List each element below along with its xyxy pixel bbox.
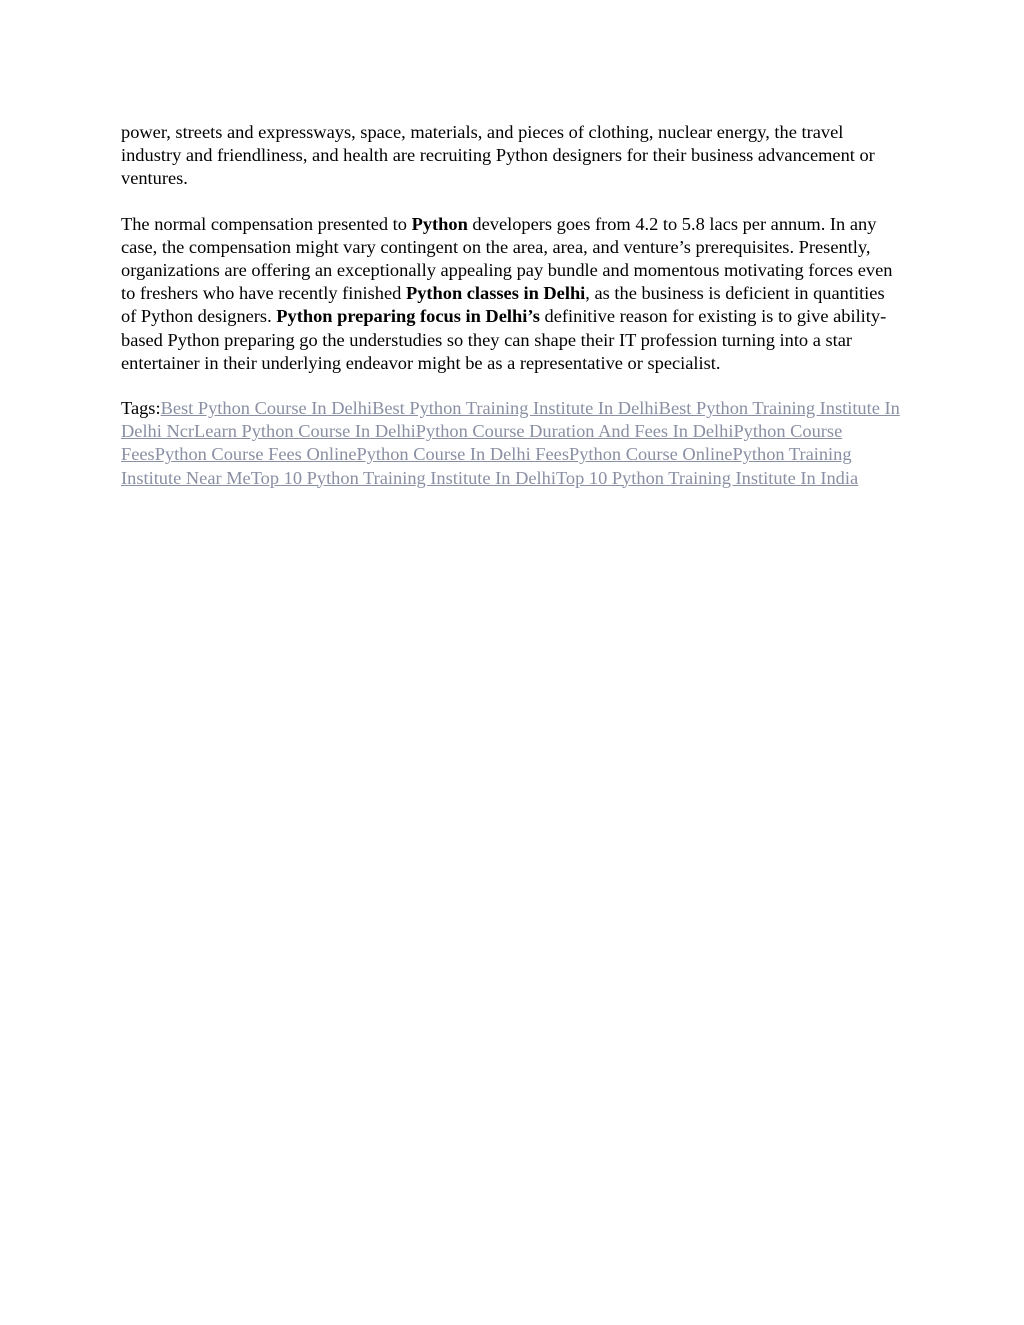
tag-link[interactable]: Top 10 Python Training Institute In India (555, 467, 859, 488)
tag-link[interactable]: Python Course Online (569, 444, 733, 465)
tag-link[interactable]: Python Training Institute Near Me (121, 444, 852, 488)
tags-label: Tags: (121, 398, 161, 419)
tag-link[interactable]: Best Python Training Institute In Delhi Ncr (121, 398, 900, 442)
tag-link[interactable]: Best Python Course In Delhi (160, 398, 373, 419)
tag-link[interactable]: Python Course Fees (121, 421, 843, 465)
bold-python-preparing-focus: Python preparing focus in Delhi’s (276, 306, 540, 327)
tag-link[interactable]: Best Python Training Institute In Delhi (372, 398, 659, 419)
tag-link[interactable]: Python Course Duration And Fees In Delhi (415, 421, 734, 442)
paragraph-compensation (121, 213, 901, 375)
bold-python-classes-delhi: Python classes in Delhi (405, 283, 586, 304)
compensation-text-2: developers goes from 4.2 to 5.8 lacs per annum. In any case, the compensation might vary contingent on the area, area, and venture’s prerequisites. Presently, organizations are offering an exceptionally appealing pay bundle and momentous motivating forces even to freshers who have recently finished (121, 213, 893, 304)
bold-python: Python (411, 213, 468, 234)
compensation-text-4: definitive reason for existing is to give ability-based Python preparing go the understudies so they can shape their IT profession turning into a star entertainer in their underlying endeavor might be as a representative or specialist. (121, 306, 887, 373)
compensation-text-3: , as the business is deficient in quantities of Python designers. (121, 283, 885, 327)
paragraph-industries: power, streets and expressways, space, materials, and pieces of clothing, nuclear energy, the travel industry and friendliness, and health are recruiting Python designers for their business advancement or ventures. (121, 122, 875, 189)
tag-link[interactable]: Top 10 Python Training Institute In Delhi (250, 467, 556, 488)
document-body (121, 121, 901, 490)
tag-link[interactable]: Learn Python Course In Delhi (194, 421, 416, 442)
tag-link[interactable]: Python Course Fees Online (154, 444, 357, 465)
tags-line (121, 397, 901, 490)
compensation-text-1: The normal compensation presented to (121, 213, 412, 234)
tag-link[interactable]: Python Course In Delhi Fees (356, 444, 569, 465)
